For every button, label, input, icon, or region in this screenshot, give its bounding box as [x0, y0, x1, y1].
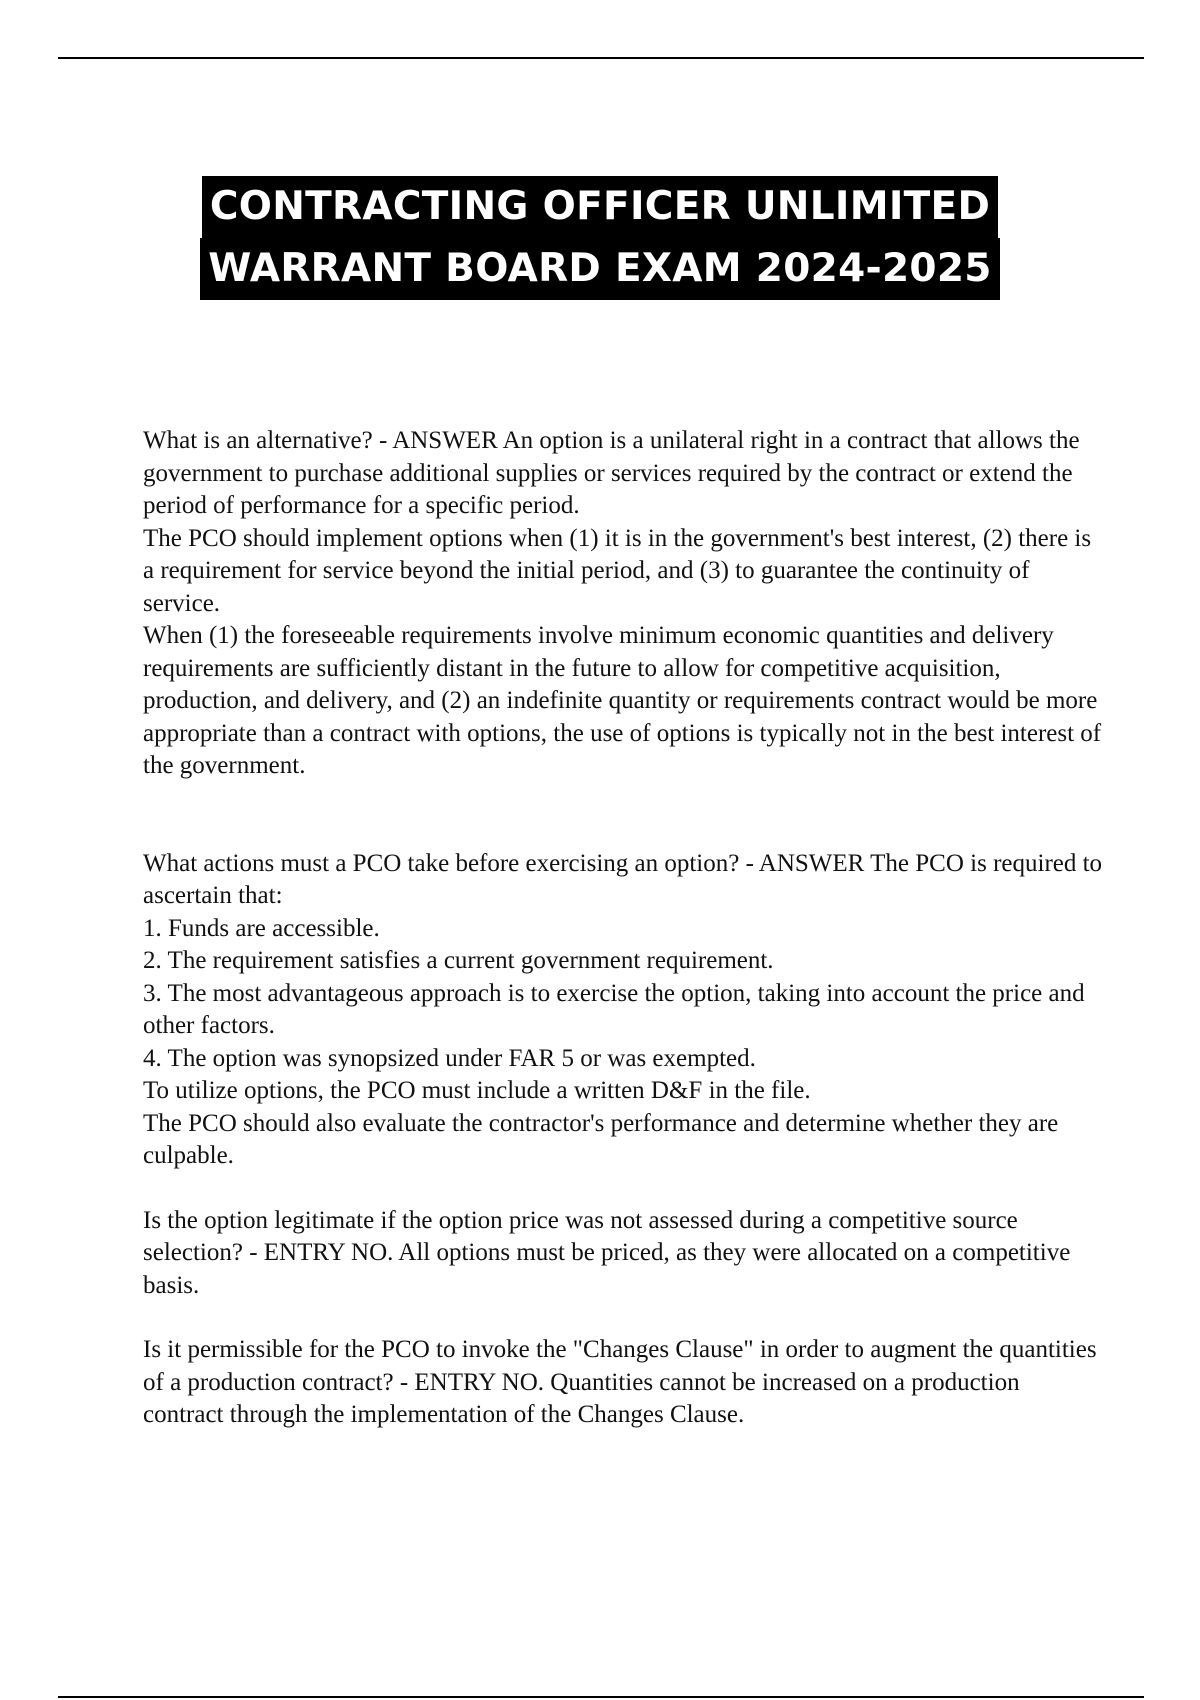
- qa-section-option-price: [143, 1205, 1103, 1303]
- section-spacer: [143, 1173, 1103, 1205]
- header-rule: [58, 57, 1144, 59]
- paragraph: Is the option legitimate if the option price was not assessed during a competitive source selection? - ENTRY NO. All options must be priced, as they were allocated on a competitive basis.: [143, 1206, 1071, 1299]
- paragraph: The PCO should implement options when (1) it is in the government's best interest, (2) there is a requirement for service beyond the initial period, and (3) to guarantee the continuity of service.: [143, 524, 1092, 617]
- list-item: 1. Funds are accessible.: [143, 914, 380, 942]
- title-line-1: CONTRACTING OFFICER UNLIMITED: [202, 176, 998, 238]
- qa-section-options: [143, 425, 1103, 783]
- page-title: [0, 176, 1200, 300]
- paragraph: Is it permissible for the PCO to invoke the "Changes Clause" in order to augment the quantities of a production contract? - ENTRY NO. Quantities cannot be increased on a production contract through the implementation of the Changes Clause.: [143, 1336, 1097, 1428]
- paragraph: The PCO should also evaluate the contractor's performance and determine whether they are culpable.: [143, 1109, 1059, 1169]
- qa-section-exercising: [143, 848, 1103, 1173]
- list-item: 3. The most advantageous approach is to exercise the option, taking into account the price and other factors.: [143, 979, 1085, 1039]
- document-body: [143, 425, 1103, 1432]
- paragraph: What is an alternative? - ANSWER An option is a unilateral right in a contract that allows the government to purchase additional supplies or services required by the contract or extend the period of performance for a specific period.: [143, 427, 1080, 519]
- section-spacer: [143, 783, 1103, 848]
- footer-rule: [58, 1696, 1144, 1698]
- paragraph: When (1) the foreseeable requirements involve minimum economic quantities and delivery requirements are sufficiently distant in the future to allow for competitive acquisition, production, and delivery, and (2) an indefinite quantity or requirements contract would be more appropriate than a contract with options, the use of options is typically not in the best interest of the government.: [143, 622, 1102, 779]
- qa-section-changes-clause: [143, 1334, 1103, 1432]
- paragraph: To utilize options, the PCO must include a written D&F in the file.: [143, 1077, 811, 1104]
- list-item: 4. The option was synopsized under FAR 5 or was exempted.: [143, 1044, 756, 1072]
- paragraph: What actions must a PCO take before exercising an option? - ANSWER The PCO is required to ascertain that:: [143, 849, 1103, 909]
- title-line-2: WARRANT BOARD EXAM 2024-2025: [200, 238, 999, 300]
- list-item: 2. The requirement satisfies a current government requirement.: [143, 947, 774, 974]
- section-spacer: [143, 1302, 1103, 1334]
